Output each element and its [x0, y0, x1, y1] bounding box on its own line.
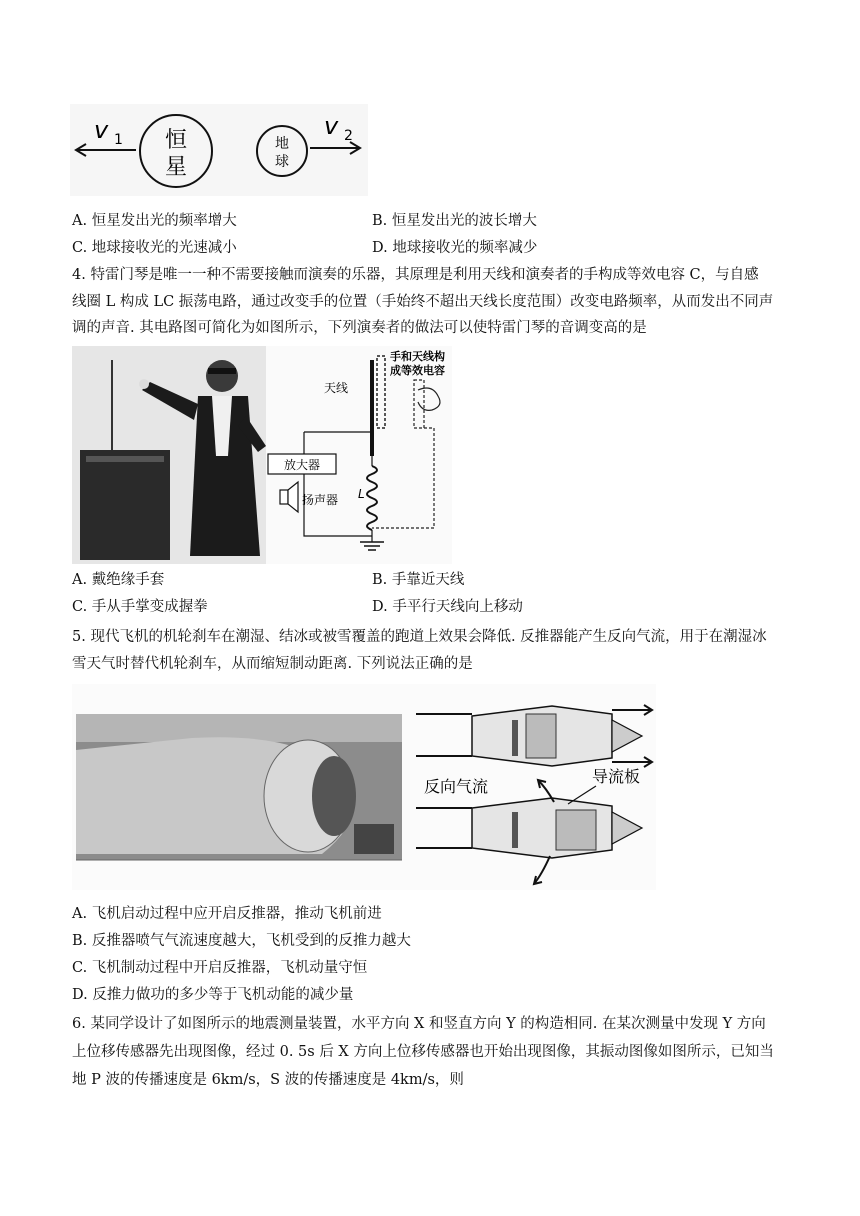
- star-label-1: 恒: [164, 128, 188, 153]
- star-label-2: 星: [164, 155, 188, 180]
- amplifier-label: 放大器: [283, 458, 321, 472]
- thrust-reverser-illustration: [72, 684, 656, 890]
- q4-option-d: D. 手平行天线向上移动: [372, 599, 523, 615]
- q3-option-d: D. 地球接收光的频率减少: [372, 240, 538, 256]
- q5-stem-line-2: 雪天气时替代机轮刹车，从而缩短制动距离. 下列说法正确的是: [72, 656, 473, 672]
- reverse-flow-label: 反向气流: [424, 777, 489, 796]
- star-earth-diagram: [70, 104, 368, 196]
- q4-option-c: C. 手从手掌变成握拳: [72, 599, 208, 615]
- deflector-label: 导流板: [592, 767, 641, 786]
- q4-stem-line-3: 调的声音. 其电路图可简化为如图所示，下列演奏者的做法可以使特雷门琴的音调变高的是: [72, 320, 647, 336]
- speaker-label: 扬声器: [302, 493, 339, 507]
- thrust-reverser-figure: [72, 684, 656, 890]
- earth-label-1: 地: [275, 136, 289, 152]
- v1-subscript: 1: [114, 132, 123, 148]
- theremin-figure: [72, 346, 452, 564]
- q5-option-d: D. 反推力做功的多少等于飞机动能的减少量: [72, 987, 354, 1003]
- q4-option-b: B. 手靠近天线: [372, 572, 465, 588]
- q5-option-c: C. 飞机制动过程中开启反推器，飞机动量守恒: [72, 960, 368, 976]
- antenna-label: 天线: [324, 381, 349, 395]
- q3-option-c: C. 地球接收光的光速减小: [72, 240, 237, 256]
- q4-stem-line-2: 线圈 L 构成 LC 振荡电路，通过改变手的位置（手始终不超出天线长度范围）改变电路频率，从而发出不同声: [72, 294, 774, 310]
- v2-subscript: 2: [344, 128, 353, 144]
- capacitor-label-2: 成等效电容: [390, 364, 445, 377]
- q6-stem-line-3: 地 P 波的传播速度是 6km/s，S 波的传播速度是 4km/s，则: [72, 1072, 464, 1088]
- q5-option-b: B. 反推器喷气气流速度越大，飞机受到的反推力越大: [72, 933, 411, 949]
- q5-option-a: A. 飞机启动过程中应开启反推器，推动飞机前进: [72, 906, 382, 922]
- q3-option-b: B. 恒星发出光的波长增大: [372, 213, 537, 229]
- capacitor-label-1: 手和天线构: [390, 350, 445, 363]
- q4-stem-line-1: 4. 特雷门琴是唯一一种不需要接触而演奏的乐器，其原理是利用天线和演奏者的手构成等效电容 C，与自感: [72, 267, 759, 283]
- q6-stem-line-2: 上位移传感器先出现图像，经过 0. 5s 后 X 方向上位移传感器也开始出现图像，其振动图像如图所示，已知当: [72, 1044, 774, 1060]
- inductor-label: L: [358, 487, 365, 501]
- star-earth-figure: [70, 104, 368, 196]
- q5-stem-line-1: 5. 现代飞机的机轮刹车在潮湿、结冰或被雪覆盖的跑道上效果会降低. 反推器能产生反向气流，用于在潮湿冰: [72, 629, 767, 645]
- v2-label: v: [324, 112, 339, 140]
- v1-label: v: [94, 116, 109, 144]
- q3-option-a: A. 恒星发出光的频率增大: [72, 213, 237, 229]
- q4-option-a: A. 戴绝缘手套: [72, 572, 165, 588]
- theremin-illustration: [72, 346, 452, 564]
- earth-label-2: 球: [275, 154, 289, 170]
- q6-stem-line-1: 6. 某同学设计了如图所示的地震测量装置，水平方向 X 和竖直方向 Y 的构造相同. 在某次测量中发现 Y 方向: [72, 1016, 766, 1032]
